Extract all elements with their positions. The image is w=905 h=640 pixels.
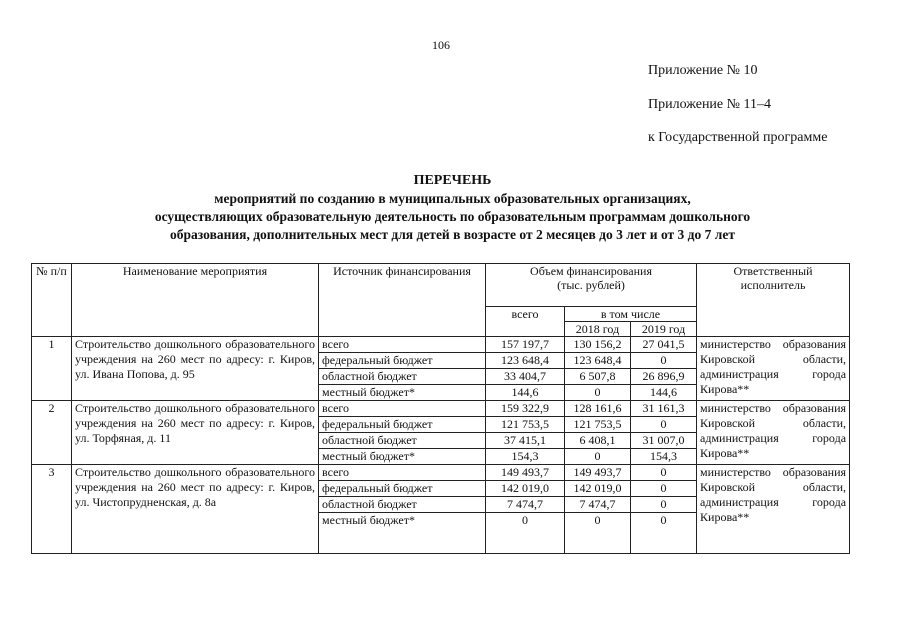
source-label: местный бюджет*	[319, 513, 486, 554]
source-label: местный бюджет*	[319, 385, 486, 401]
value-total: 154,3	[486, 449, 565, 465]
table-row	[32, 337, 850, 353]
measures-table	[31, 263, 850, 554]
value-2019: 31 007,0	[631, 433, 697, 449]
value-total: 144,6	[486, 385, 565, 401]
value-2019: 144,6	[631, 385, 697, 401]
title-heading: ПЕРЕЧЕНЬ	[413, 173, 492, 188]
responsible-executor: министерство образования Кировской области, администрация города Кирова**	[697, 401, 850, 465]
value-total: 33 404,7	[486, 369, 565, 385]
page-number: 106	[432, 38, 450, 52]
header-name: Наименование мероприятия	[72, 264, 319, 337]
row-number: 2	[32, 401, 72, 465]
source-label: всего	[319, 401, 486, 417]
source-label: всего	[319, 465, 486, 481]
value-total: 149 493,7	[486, 465, 565, 481]
value-2018: 0	[565, 513, 631, 554]
source-label: областной бюджет	[319, 497, 486, 513]
value-total: 37 415,1	[486, 433, 565, 449]
value-total: 123 648,4	[486, 353, 565, 369]
source-label: местный бюджет*	[319, 449, 486, 465]
header-2019: 2019 год	[631, 322, 697, 337]
row-number: 3	[32, 465, 72, 554]
value-2018: 123 648,4	[565, 353, 631, 369]
source-label: федеральный бюджет	[319, 481, 486, 497]
value-2018: 0	[565, 449, 631, 465]
title-line-2: осуществляющих образовательную деятельность по образовательным программам дошкольного	[154, 209, 751, 224]
appendix-line-3: к Государственной программе	[648, 130, 828, 145]
value-2018: 7 474,7	[565, 497, 631, 513]
value-2018: 6 507,8	[565, 369, 631, 385]
value-2019: 0	[631, 497, 697, 513]
value-2019: 0	[631, 513, 697, 554]
table-row	[32, 465, 850, 481]
value-2018: 6 408,1	[565, 433, 631, 449]
value-2019: 31 161,3	[631, 401, 697, 417]
table-row	[32, 401, 850, 417]
value-2019: 154,3	[631, 449, 697, 465]
header-responsible: Ответственный исполнитель	[697, 264, 850, 337]
appendix-line-2: Приложение № 11–4	[648, 97, 771, 112]
responsible-executor: министерство образования Кировской области, администрация города Кирова**	[697, 337, 850, 401]
value-total: 157 197,7	[486, 337, 565, 353]
value-2019: 0	[631, 481, 697, 497]
row-number: 1	[32, 337, 72, 401]
value-2019: 0	[631, 465, 697, 481]
value-2019: 0	[631, 353, 697, 369]
value-2019: 26 896,9	[631, 369, 697, 385]
responsible-executor: министерство образования Кировской области, администрация города Кирова**	[697, 465, 850, 554]
value-total: 142 019,0	[486, 481, 565, 497]
measure-name: Строительство дошкольного образовательного учреждения на 260 мест по адресу: г. Киров, ул. Ивана Попова, д. 95	[72, 337, 319, 401]
value-total: 0	[486, 513, 565, 554]
source-label: федеральный бюджет	[319, 417, 486, 433]
document-title	[60, 172, 845, 244]
title-line-1: мероприятий по созданию в муниципальных образовательных организациях,	[214, 191, 691, 206]
source-label: областной бюджет	[319, 433, 486, 449]
header-total: всего	[486, 307, 565, 337]
value-total: 7 474,7	[486, 497, 565, 513]
header-num: № п/п	[32, 264, 72, 337]
source-label: областной бюджет	[319, 369, 486, 385]
measure-name: Строительство дошкольного образовательного учреждения на 260 мест по адресу: г. Киров, ул. Чистопрудненская, д. 8а	[72, 465, 319, 554]
header-2018: 2018 год	[565, 322, 631, 337]
value-2018: 128 161,6	[565, 401, 631, 417]
header-volume: Объем финансирования (тыс. рублей)	[486, 264, 697, 307]
value-2019: 27 041,5	[631, 337, 697, 353]
value-2018: 149 493,7	[565, 465, 631, 481]
value-2018: 142 019,0	[565, 481, 631, 497]
value-total: 159 322,9	[486, 401, 565, 417]
measure-name: Строительство дошкольного образовательного учреждения на 260 мест по адресу: г. Киров, ул. Торфяная, д. 11	[72, 401, 319, 465]
header-source: Источник финансирования	[319, 264, 486, 337]
appendix-line-1: Приложение № 10	[648, 63, 758, 78]
value-total: 121 753,5	[486, 417, 565, 433]
source-label: всего	[319, 337, 486, 353]
value-2018: 121 753,5	[565, 417, 631, 433]
value-2018: 130 156,2	[565, 337, 631, 353]
value-2018: 0	[565, 385, 631, 401]
header-including: в том числе	[565, 307, 697, 322]
source-label: федеральный бюджет	[319, 353, 486, 369]
title-line-3: образования, дополнительных мест для детей в возрасте от 2 месяцев до 3 лет и от 3 до 7 лет	[170, 227, 735, 242]
value-2019: 0	[631, 417, 697, 433]
